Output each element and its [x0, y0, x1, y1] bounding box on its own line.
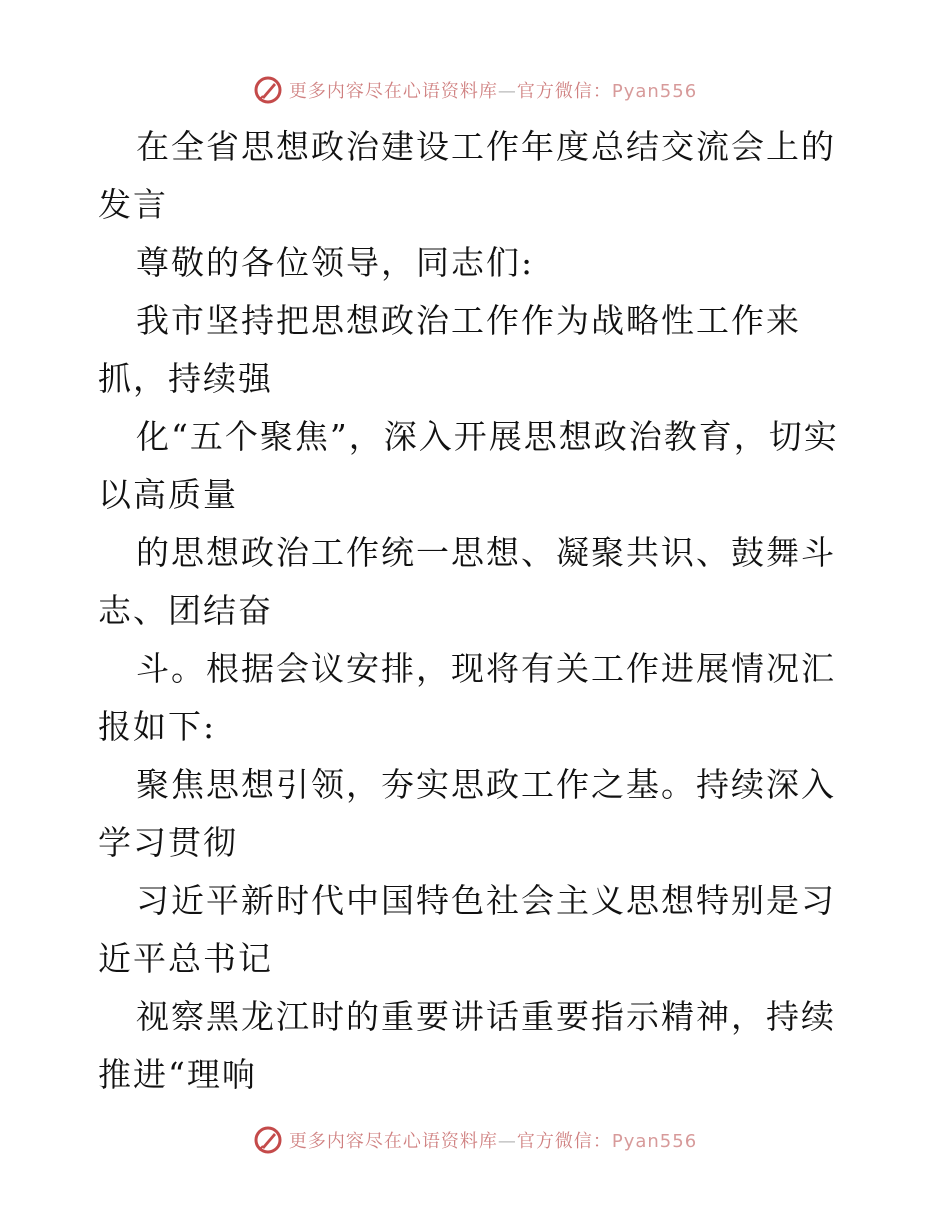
body-paragraph: 我市坚持把思想政治工作作为战略性工作来抓，持续强 [98, 301, 801, 398]
body-paragraph: 的思想政治工作统一思想、凝聚共识、鼓舞斗志、团结奋 [98, 533, 836, 630]
watermark-separator: — [497, 1131, 517, 1152]
watermark-wechat-id: Pyan556 [611, 81, 698, 102]
document-title: 在全省思想政治建设工作年度总结交流会上的发言 [98, 127, 836, 224]
body-paragraph: 聚焦思想引领，夯实思政工作之基。持续深入学习贯彻 [98, 765, 836, 862]
body-paragraph: 习近平新时代中国特色社会主义思想特别是习近平总书记 [98, 881, 836, 978]
watermark-text [289, 77, 697, 103]
document-body [98, 118, 858, 1104]
body-paragraph: 化“五个聚焦”，深入开展思想政治教育，切实以高质量 [98, 417, 839, 514]
watermark-separator: — [497, 81, 517, 102]
footer-watermark [0, 1120, 950, 1160]
header-watermark [0, 70, 950, 110]
body-paragraph: 视察黑龙江时的重要讲话重要指示精神，持续推进“理响 [98, 997, 836, 1094]
body-paragraph: 斗。根据会议安排，现将有关工作进展情况汇报如下: [98, 649, 836, 746]
salutation: 尊敬的各位领导，同志们: [136, 243, 535, 282]
watermark-brand: 更多内容尽在心语资料库 [288, 1131, 498, 1152]
watermark-wechat-id: Pyan556 [611, 1131, 698, 1152]
watermark-label: 官方微信： [516, 81, 612, 102]
watermark-label: 官方微信： [516, 1131, 612, 1152]
watermark-brand: 更多内容尽在心语资料库 [288, 81, 498, 102]
quill-pen-logo-icon [253, 1125, 283, 1155]
watermark-text [289, 1127, 697, 1153]
quill-pen-logo-icon [253, 75, 283, 105]
